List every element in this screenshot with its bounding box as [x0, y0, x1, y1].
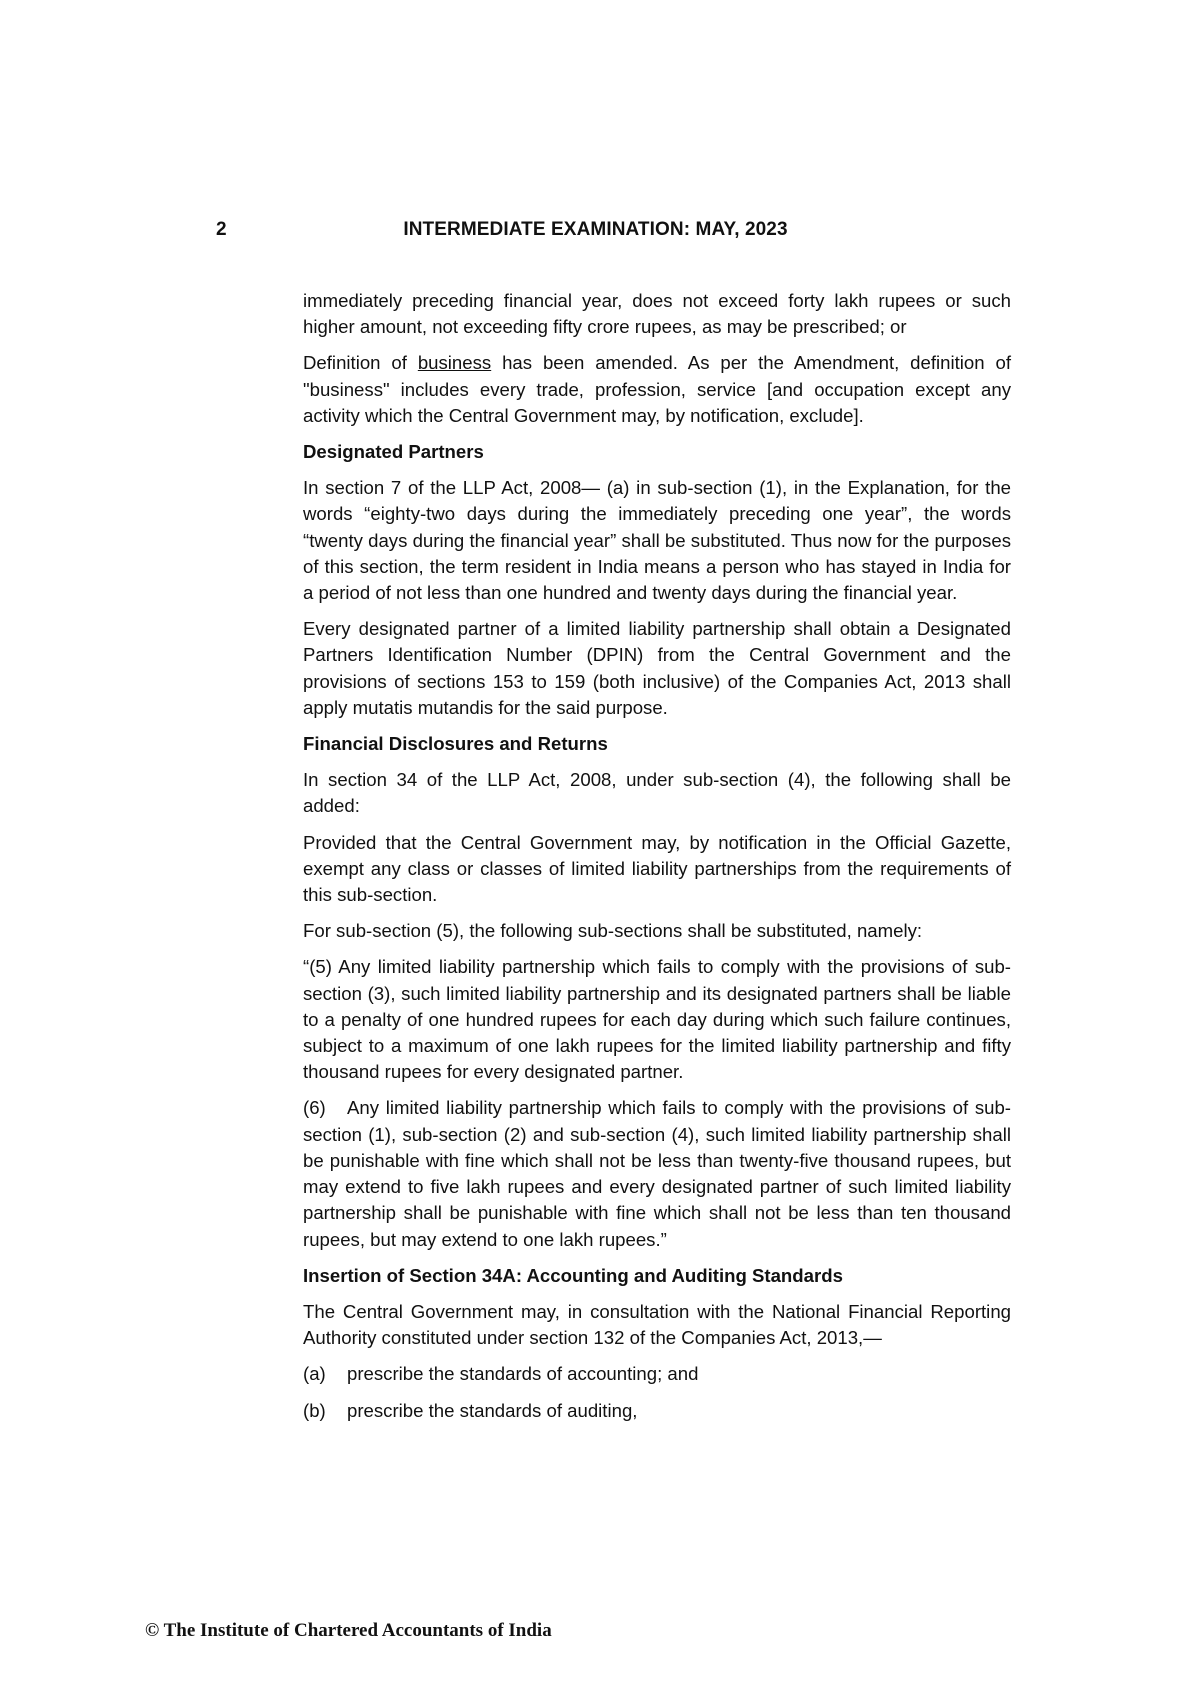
text-run: Definition of	[303, 352, 418, 374]
document-body	[303, 288, 1011, 1434]
list-item	[303, 1398, 1011, 1424]
page-header-title: INTERMEDIATE EXAMINATION: MAY, 2023	[403, 219, 788, 240]
paragraph: Every designated partner of a limited liability partnership shall obtain a Designated Partners Identification Number (DPIN) from the Central Government and the provisions of sections 153 to 159 (both inclusive) of the Companies Act, 2013 shall apply mutatis mutandis for the said purpose.	[303, 618, 1011, 718]
underlined-term: business	[417, 352, 492, 374]
section-heading-section-34a: Insertion of Section 34A: Accounting and Auditing Standards	[303, 1264, 843, 1286]
section-heading-financial-disclosures: Financial Disclosures and Returns	[303, 733, 608, 755]
paragraph: Provided that the Central Government may, by notification in the Official Gazette, exempt any class or classes of limited liability partnerships from the requirements of this sub-section.	[303, 831, 1011, 906]
paragraph: The Central Government may, in consultation with the National Financial Reporting Authority constituted under section 132 of the Companies Act, 2013,—	[303, 1300, 1011, 1349]
paragraph-business-definition	[303, 350, 1011, 429]
paragraph: In section 34 of the LLP Act, 2008, under sub-section (4), the following shall be added:	[303, 769, 1011, 817]
paragraph: For sub-section (5), the following sub-sections shall be substituted, namely:	[303, 920, 923, 942]
text-run: has been amended. As per the Amendment, definition of "business" includes every trade, profession, service [and occupation except any activity which the Central Government may, by notification, exclude].	[303, 352, 1011, 426]
list-item-text: prescribe the standards of accounting; and	[347, 1363, 699, 1385]
list-item	[303, 1361, 1011, 1387]
list-marker: (b)	[303, 1399, 326, 1421]
paragraph: immediately preceding financial year, does not exceed forty lakh rupees or such higher amount, not exceeding fifty crore rupees, as may be prescribed; or	[303, 290, 1011, 338]
paragraph: “(5) Any limited liability partnership which fails to comply with the provisions of sub-section (3), such limited liability partnership and its designated partners shall be liable to a penalty of one hundred rupees for each day during which such failure continues, subject to a maximum of one lakh rupees for the limited liability partnership and fifty thousand rupees for every designated partner.	[303, 956, 1011, 1083]
list-item-text: prescribe the standards of auditing,	[347, 1399, 638, 1421]
page-number: 2	[216, 219, 227, 240]
footer-copyright: © The Institute of Chartered Accountants of India	[145, 1620, 552, 1641]
subsection-number: (6)	[303, 1097, 326, 1119]
paragraph: In section 7 of the LLP Act, 2008— (a) in sub-section (1), in the Explanation, for the words “eighty-two days during the immediately preceding one year”, the words “twenty days during the financial year” shall be substituted. Thus now for the purposes of this section, the term resident in India means a person who has stayed in India for a period of not less than one hundred and twenty days during the financial year.	[303, 477, 1011, 604]
text-run: Any limited liability partnership which fails to comply with the provisions of sub-section (1), sub-section (2) and sub-section (4), such limited liability partnership shall be punishable with fine which shall not be less than twenty-five thousand rupees, but may extend to five lakh rupees and every designated partner of such limited liability partnership shall be punishable with fine which shall not be less than ten thousand rupees, but may extend to one lakh rupees.”	[303, 1097, 1011, 1250]
section-heading-designated-partners: Designated Partners	[303, 441, 484, 463]
paragraph-subsection-6	[303, 1095, 1011, 1252]
list-marker: (a)	[303, 1363, 326, 1385]
